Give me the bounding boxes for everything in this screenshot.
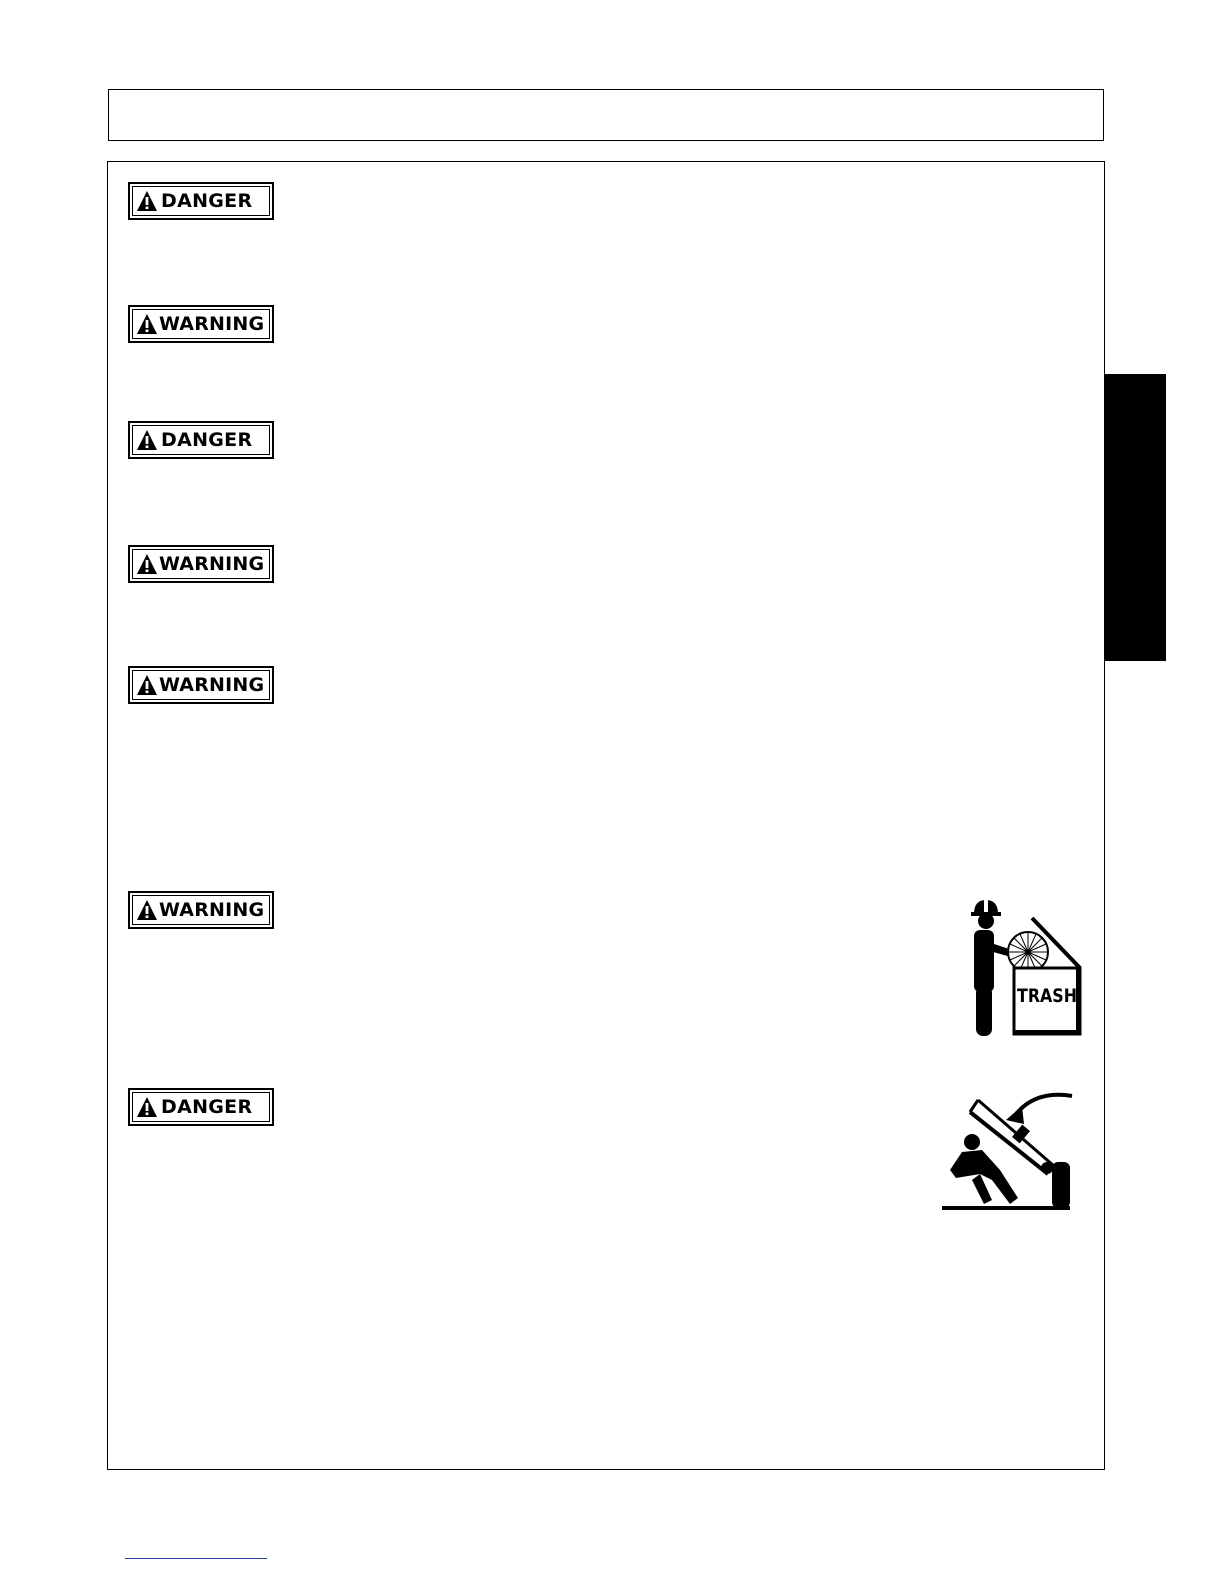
alert-triangle-icon xyxy=(136,429,158,451)
danger-label xyxy=(128,421,274,459)
warning-label-text: WARNING xyxy=(159,899,265,921)
danger-label-text: DANGER xyxy=(161,1096,253,1118)
alert-triangle-icon xyxy=(136,553,158,575)
alert-triangle-icon xyxy=(136,674,158,696)
section-tab xyxy=(1105,374,1166,661)
danger-label xyxy=(128,182,274,220)
warning-label-text: WARNING xyxy=(159,553,265,575)
danger-label-text: DANGER xyxy=(161,190,253,212)
warning-label xyxy=(128,545,274,583)
alert-triangle-icon xyxy=(136,1096,158,1118)
footer-link-underline xyxy=(125,1558,267,1559)
header-box xyxy=(108,89,1104,141)
trash-sign-text: TRASH xyxy=(1017,985,1077,1007)
content-box xyxy=(107,161,1105,1470)
warning-label xyxy=(128,891,274,929)
trash-disposal-pictogram xyxy=(966,896,1086,1038)
alert-triangle-icon xyxy=(136,190,158,212)
warning-label xyxy=(128,305,274,343)
danger-label xyxy=(128,1088,274,1126)
danger-label-text: DANGER xyxy=(161,429,253,451)
alert-triangle-icon xyxy=(136,313,158,335)
alert-triangle-icon xyxy=(136,899,158,921)
warning-label xyxy=(128,666,274,704)
crush-hazard-pictogram xyxy=(940,1090,1074,1214)
warning-label-text: WARNING xyxy=(159,313,265,335)
warning-label-text: WARNING xyxy=(159,674,265,696)
